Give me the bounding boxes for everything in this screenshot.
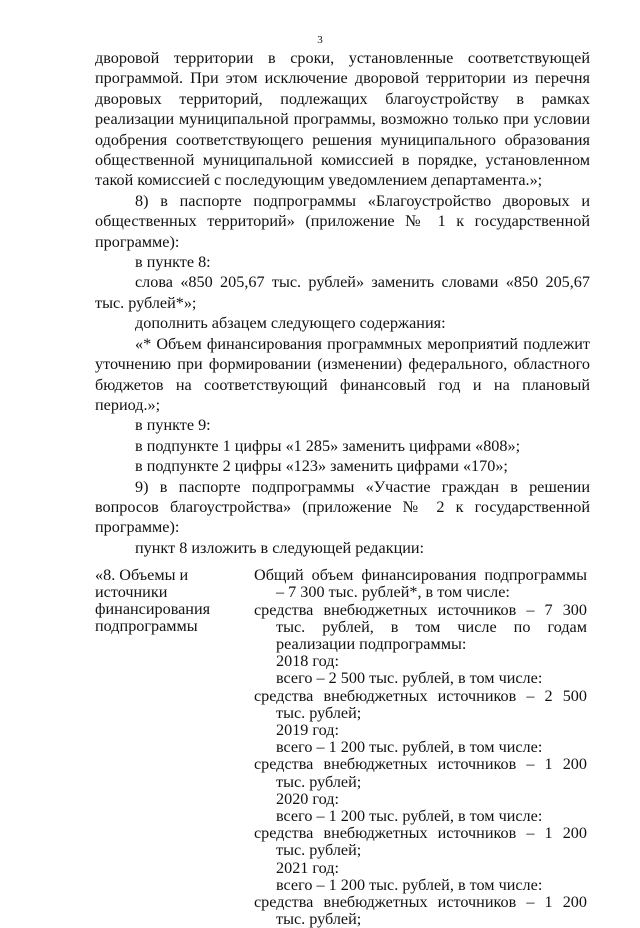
table-right-column [254,567,587,928]
table-year-heading: 2021 год: [276,858,340,877]
body-paragraph: в пункте 8: [135,253,211,272]
table-label-line: источники [95,583,168,602]
body-paragraphs [95,48,590,558]
table-value-line: всего – 1 200 тыс. рублей, в том числе: [276,807,543,825]
page-number: 3 [317,34,323,46]
body-paragraph: слова «850 205,67 тыс. рублей» заменить словами «850 205,67 тыс. рублей*»; [95,273,590,312]
body-paragraph: дополнить абзацем следующего содержания: [135,314,446,333]
table-left-column [95,567,249,928]
table-value-line: средства внебюджетных источников – 7 300 тыс. рублей, в том числе по годам реализации подпрограммы: [254,600,587,653]
table-value-line: средства внебюджетных источников – 1 200 тыс. рублей; [254,824,587,860]
body-paragraph: 8) в паспорте подпрограммы «Благоустройство дворовых и общественных территорий» (приложение № 1 к государственной программе): [95,191,590,251]
table-value-line: всего – 2 500 тыс. рублей, в том числе: [276,669,543,688]
document-body [95,48,590,928]
body-paragraph: в подпункте 2 цифры «123» заменить цифрами «170»; [135,457,508,476]
table-year-heading: 2020 год: [276,789,340,808]
table-label-line: финансирования [95,600,211,619]
table-value-line: всего – 1 200 тыс. рублей, в том числе: [276,875,543,894]
table-value-line: Общий объем финансирования подпрограммы – 7 300 тыс. рублей*, в том числе: [254,566,587,602]
table-value-line: средства внебюджетных источников – 2 500 тыс. рублей; [254,686,587,722]
table-label-line: «8. Объемы и [95,566,189,585]
body-paragraph: в пункте 9: [135,416,211,435]
body-paragraph: пункт 8 изложить в следующей редакции: [135,538,425,557]
table-label-line: подпрограммы [95,617,198,636]
table-value-line: всего – 1 200 тыс. рублей, в том числе: [276,738,543,757]
table-value-line: средства внебюджетных источников – 1 200 тыс. рублей; [254,755,587,791]
funding-table [95,567,590,928]
table-year-heading: 2019 год: [276,720,340,739]
body-paragraph: 9) в паспорте подпрограммы «Участие граждан в решении вопросов благоустройства» (приложение № 2 к государственной программе): [95,477,590,537]
body-paragraph: дворовой территории в сроки, установленные соответствующей программой. При этом исключение дворовой территории из перечня дворовых территорий, подлежащих благоустройству в рамках реализации муниципальной программы, возможно только при условии одобрения соответствующего решения муниципального образования общественной муниципальной комиссией в порядке, установленном такой комиссией с последующим уведомлением департамента.»; [95,49,590,190]
table-year-heading: 2018 год: [276,652,340,671]
body-paragraph: «* Объем финансирования программных мероприятий подлежит уточнению при формировании (изменении) федерального, областного бюджетов на соответствующий финансовый год и на плановый период.»; [95,334,590,414]
table-value-line: средства внебюджетных источников – 1 200 тыс. рублей; [254,893,587,928]
body-paragraph: в подпункте 1 цифры «1 285» заменить цифрами «808»; [135,436,521,455]
